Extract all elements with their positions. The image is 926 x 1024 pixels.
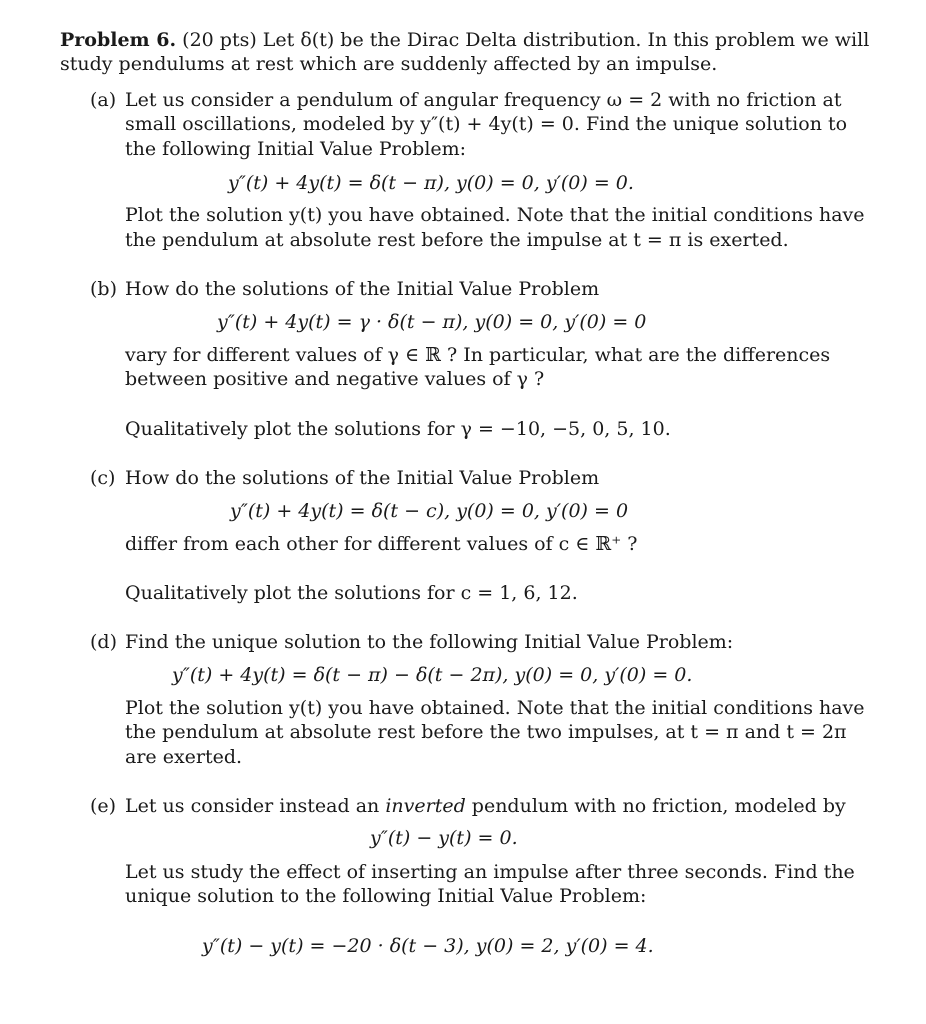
part-d-line-1: Find the unique solution to the following Initial Value Problem:	[125, 631, 734, 653]
part-e-line-1-post: pendulum with no friction, modeled by	[465, 795, 846, 817]
part-e-line-1-emphasis: inverted	[385, 795, 466, 817]
part-e-line-3: unique solution to the following Initial Value Problem:	[125, 885, 647, 907]
part-c-equation: y″(t) + 4y(t) = δ(t − c), y(0) = 0, y′(0) = 0	[230, 500, 629, 522]
part-b-line-2: vary for different values of γ ∈ ℝ ? In particular, what are the differences	[125, 344, 831, 366]
part-a-line-1: Let us consider a pendulum of angular frequency ω = 2 with no friction at	[125, 89, 842, 111]
part-d-label: (d)	[90, 631, 117, 653]
part-e-label: (e)	[90, 795, 117, 817]
part-d-line-2: Plot the solution y(t) you have obtained. Note that the initial conditions have	[125, 697, 865, 719]
part-a-label: (a)	[90, 89, 117, 111]
part-c-label: (c)	[90, 467, 116, 489]
part-b-label: (b)	[90, 278, 117, 300]
part-a-line-2: small oscillations, modeled by y″(t) + 4y(t) = 0. Find the unique solution to	[125, 113, 848, 135]
part-d-line-3: the pendulum at absolute rest before the two impulses, at t = π and t = 2π	[125, 721, 847, 743]
part-e-equation-1: y″(t) − y(t) = 0.	[370, 827, 518, 849]
problem-intro-line-1	[60, 28, 870, 52]
part-d-equation: y″(t) + 4y(t) = δ(t − π) − δ(t − 2π), y(0) = 0, y′(0) = 0.	[172, 664, 693, 686]
problem-intro-line-2: study pendulums at rest which are suddenly affected by an impulse.	[60, 53, 718, 75]
part-c-line-2: differ from each other for different values of c ∈ ℝ⁺ ?	[125, 533, 638, 555]
part-e-line-1	[125, 794, 846, 818]
part-b-line-3: between positive and negative values of γ ?	[125, 368, 545, 390]
part-a-line-5: the pendulum at absolute rest before the impulse at t = π is exerted.	[125, 229, 789, 251]
part-e-equation-2: y″(t) − y(t) = −20 · δ(t − 3), y(0) = 2, y′(0) = 4.	[202, 935, 654, 957]
part-c-line-3: Qualitatively plot the solutions for c = 1, 6, 12.	[125, 582, 578, 604]
problem-title: Problem 6.	[60, 29, 177, 51]
part-a-equation: y″(t) + 4y(t) = δ(t − π), y(0) = 0, y′(0) = 0.	[228, 172, 634, 194]
part-e-line-1-pre: Let us consider instead an	[125, 795, 386, 817]
part-a-line-3: the following Initial Value Problem:	[125, 138, 467, 160]
part-b-line-4: Qualitatively plot the solutions for γ = −10, −5, 0, 5, 10.	[125, 418, 671, 440]
part-a-line-4: Plot the solution y(t) you have obtained. Note that the initial conditions have	[125, 204, 865, 226]
part-c-line-1: How do the solutions of the Initial Value Problem	[125, 467, 600, 489]
part-b-equation: y″(t) + 4y(t) = γ · δ(t − π), y(0) = 0, y′(0) = 0	[217, 311, 647, 333]
problem-intro-text: (20 pts) Let δ(t) be the Dirac Delta distribution. In this problem we will	[182, 29, 870, 51]
part-e-line-2: Let us study the effect of inserting an impulse after three seconds. Find the	[125, 861, 855, 883]
part-b-line-1: How do the solutions of the Initial Value Problem	[125, 278, 600, 300]
part-d-line-4: are exerted.	[125, 746, 243, 768]
